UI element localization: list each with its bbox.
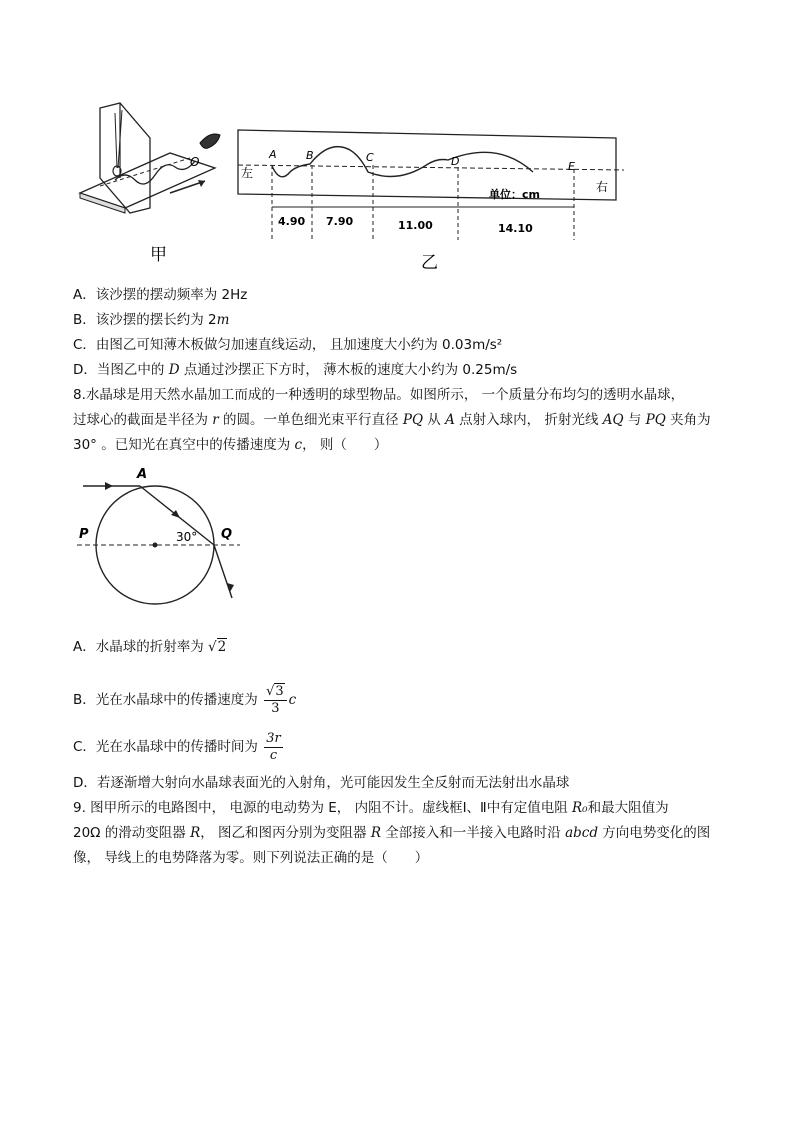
q7-option-d-rest: 点通过沙摆正下方时， 薄木板的速度大小约为 0.25m/s: [179, 362, 518, 378]
q9-line2a: 20Ω 的滑动变阻器: [73, 825, 191, 841]
fraction-sqrt3-over-3: $\frac{√3}{3}$: [264, 684, 287, 717]
sqrt-2-radicand: 2: [217, 639, 227, 655]
point-c: C: [366, 151, 374, 164]
segment-2: 7.90: [326, 215, 354, 228]
q7-option-d-text: D．当图乙中的: [73, 362, 165, 378]
figure-jia: [70, 98, 230, 268]
q8-line2: [73, 411, 711, 429]
figure-yi: [236, 125, 626, 275]
q9-line1: [73, 799, 669, 817]
q7-option-d: [73, 361, 517, 379]
frac-b-num: 3: [275, 683, 284, 699]
segment-4: 14.10: [498, 222, 533, 235]
q8-line3c: ， 则（ ）: [302, 437, 388, 453]
q9-r0: R₀: [572, 800, 588, 816]
q8-option-b: [73, 680, 296, 720]
q9-line1a: 9. 图甲所示的电路图中， 电源的电动势为 E， 内阻不计。虚线框Ⅰ、Ⅱ中有定值电阻: [73, 800, 572, 816]
q9-r-2: R: [370, 825, 382, 841]
q8-a: A: [445, 412, 455, 428]
q7-option-b: [73, 311, 229, 329]
q8-line3: [73, 436, 387, 454]
left-label: 左: [241, 166, 254, 180]
q9-line1b: 和最大阻值为: [587, 800, 669, 816]
q8-option-b-text: B．光在水晶球中的传播速度为: [73, 692, 263, 708]
frac-b-den: 3: [271, 700, 280, 716]
label-jia: 甲: [150, 245, 167, 265]
q8-pq-2: PQ: [645, 412, 666, 428]
q9-line2d: 方向电势变化的图: [598, 825, 711, 841]
fig-point-q: Q: [221, 527, 233, 542]
q9-line2c: 全部接入和一半接入电路时沿: [381, 825, 566, 841]
q8-option-a: [73, 638, 227, 656]
q9-line2: [73, 824, 710, 842]
sqrt-2: √2: [208, 639, 227, 655]
q7-option-b-unit: m: [216, 312, 230, 328]
q8-line2f: 夹角为: [665, 412, 711, 428]
segment-1: 4.90: [278, 215, 306, 228]
frac-c-num: 3r: [266, 730, 281, 746]
label-yi: 乙: [421, 253, 438, 273]
q8-option-c: [73, 727, 285, 767]
q7-option-d-point: D: [168, 362, 180, 378]
q8-r: r: [212, 412, 219, 428]
figure-crystal-ball: [75, 466, 245, 606]
q7-option-a: A．该沙摆的摆动频率为 2Hz: [73, 287, 248, 303]
q9-line3: 像， 导线上的电势降落为零。则下列说法正确的是（ ）: [73, 850, 429, 866]
fraction-3r-over-c: [264, 731, 283, 764]
q8-line2e: 与: [623, 412, 646, 428]
fig-angle-label: 30°: [176, 530, 198, 544]
q8-option-a-text: A．水晶球的折射率为: [73, 639, 209, 655]
point-e: E: [568, 160, 575, 173]
q8-line2c: 从: [423, 412, 446, 428]
q7-option-c: C．由图乙可知薄木板做匀加速直线运动， 且加速度大小约为 0.03m/s²: [73, 337, 503, 353]
q8-line1: 8.水晶球是用天然水晶加工而成的一种透明的球型物品。如图所示， 一个质量分布均匀的透明水晶球，: [73, 387, 685, 403]
frac-c-den: c: [269, 747, 278, 763]
q8-option-b-c: c: [288, 692, 297, 708]
q8-line2b: 的圆。一单色细光束平行直径: [218, 412, 403, 428]
q7-option-b-text: B．该沙摆的摆长约为 2: [73, 312, 217, 328]
point-b: B: [306, 149, 314, 162]
unit-label: 单位：cm: [489, 188, 540, 201]
q9-line2b: ， 图乙和图丙分别为变阻器: [200, 825, 371, 841]
pendulum-o-label: O: [190, 155, 200, 169]
segment-3: 11.00: [398, 219, 433, 232]
q8-line3b: 。已知光在真空中的传播速度为: [96, 437, 295, 453]
q8-aq: AQ: [602, 412, 624, 428]
q8-option-d: D．若逐渐增大射向水晶球表面光的入射角，光可能因发生全反射而无法射出水晶球: [73, 775, 570, 791]
fig-point-a: A: [137, 467, 148, 482]
q8-line2d: 点射入球内， 折射光线: [454, 412, 603, 428]
point-d: D: [451, 155, 460, 168]
fig-point-p: P: [79, 527, 89, 542]
q8-c: c: [294, 437, 303, 453]
point-a: A: [269, 148, 277, 161]
q8-line2a: 过球心的截面是半径为: [73, 412, 213, 428]
q9-abcd: abcd: [565, 825, 599, 841]
right-label: 右: [596, 180, 609, 194]
q9-r: R: [190, 825, 201, 841]
q8-option-c-text: C．光在水晶球中的传播时间为: [73, 739, 263, 755]
q8-line3a: 30°: [73, 437, 97, 453]
q8-pq: PQ: [402, 412, 424, 428]
